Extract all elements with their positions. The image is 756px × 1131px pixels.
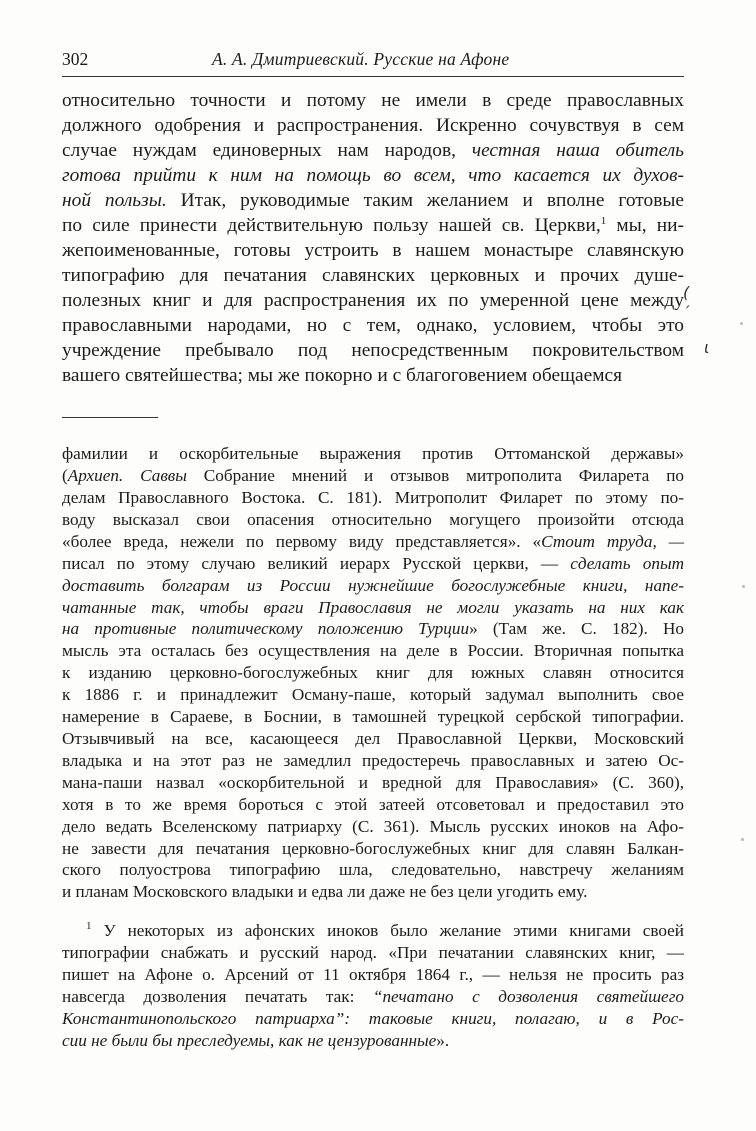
text-line: готова прийти к ним на помощь во всем, что касается их духов-: [62, 165, 684, 186]
text-run: Итак, руководимые таким желанием и вполне готовые: [180, 190, 684, 211]
pencil-mark-icon: (: [683, 283, 690, 302]
text-line: полезных книг и для распространения их по умеренной цене между: [62, 290, 684, 311]
text-run: У некоторых из афонских иноков было желание этими книгами своей: [91, 921, 684, 941]
footnote-line: Отзывчивый на все, касающееся дел Православной Церкви, Московский: [62, 728, 684, 748]
text-run: мы, ни-: [616, 215, 684, 236]
footnote-line: воду высказал свои опасения относительно могущего произойти отсюда: [62, 509, 684, 529]
footnote-line: намерение в Сараеве, в Боснии, в тамошней турецкой сербской типографии.: [62, 707, 684, 727]
footnote-line: [62, 553, 684, 575]
footnote-line: мысль эта осталась без осуществления на деле в России. Вторичная попытка: [62, 641, 684, 661]
text-line: учреждение пребывало под непосредственным покровительством: [62, 340, 684, 361]
footnote-line: дело ведать Вселенскому патриарху (С. 361). Мысль русских иноков на Афо-: [62, 816, 684, 836]
italic-run: сии не были бы преследуемы, как не цензурованные: [62, 1030, 437, 1050]
footnote-line: хотя в то же время бороться с этой затеей отсоветовал и предоставил это: [62, 794, 684, 814]
footnotes: [62, 426, 684, 1069]
footnote-rule: [62, 417, 158, 418]
footnote-line: [62, 920, 684, 942]
footnote-line: и планам Московского владыки и едва ли даже не без цели угодить ему.: [62, 882, 588, 902]
text-line: относительно точности и потому не имели в среде православных: [62, 90, 684, 111]
text-run: писал по этому случаю великий иерарх Русской церкви, —: [62, 553, 559, 573]
footnote-line: [62, 1030, 684, 1052]
pencil-mark-icon: ′: [686, 302, 690, 321]
text-run: навсегда дозволения печатать так:: [62, 987, 373, 1007]
footnote-line: [62, 531, 684, 553]
text-run: » (Там же. С. 182). Но: [469, 619, 684, 639]
scan-speck: [741, 838, 744, 841]
footnote-line: к изданию церковно-богослужебных книг для южных славян относится: [62, 663, 684, 683]
text-line: [62, 138, 684, 163]
header-rule: [62, 76, 684, 77]
text-line: типографию для печатания славянских церковных и прочих душе-: [62, 265, 684, 286]
text-run: (: [62, 466, 68, 486]
italic-run: честная наша обитель: [471, 140, 684, 161]
text-line: [62, 188, 684, 213]
main-paragraph: [62, 88, 684, 388]
footnote-line: [62, 986, 684, 1008]
text-run: Собрание мнений и отзывов митрополита Филарета по: [186, 466, 684, 486]
footnote-1: [62, 920, 684, 1051]
text-line: [62, 213, 684, 238]
footnote-line: Константинопольского патриарха”: таковые книги, полагаю, и в Рос-: [62, 1009, 684, 1029]
footnote-line: типографии снабжать и русский народ. «При печатании славянских книг, —: [62, 943, 684, 963]
text-run: случае нуждам единоверных нам народов,: [62, 140, 456, 161]
text-line: жепоименованные, готовы устроить в нашем монастыре славянскую: [62, 240, 684, 261]
footnote-line: доставить болгарам из России нужнейшие богослужебные книги, напе-: [62, 575, 684, 595]
text-run: по силе принести действительную пользу нашей св. Церкви,: [62, 215, 601, 236]
text-line: православными народами, но с тем, однако, условием, чтобы это: [62, 315, 684, 336]
footnote-line: чатанные так, чтобы враги Православия не могли указать на них как: [62, 597, 684, 617]
main-text: [62, 88, 684, 388]
footnote-line: владыка и на этот раз не замедлил предостеречь православных и затею Ос-: [62, 750, 684, 770]
pencil-mark-icon: ι: [704, 338, 710, 357]
italic-run: Стоит труда, —: [541, 531, 684, 551]
footnote-line: к 1886 г. и принадлежит Осману-паше, который задумал выполнить свое: [62, 685, 684, 705]
footnote-line: [62, 465, 684, 487]
footnote-marker: 1: [86, 920, 92, 933]
page-number: 302: [62, 49, 89, 69]
footnote-line: фамилии и оскорбительные выражения против Оттоманской державы»: [62, 444, 684, 464]
footnote-ref[interactable]: 1: [600, 215, 607, 227]
footnote-line: [62, 618, 684, 640]
text-run: ».: [436, 1030, 450, 1050]
footnote-line: ского полуострова типографию шла, следовательно, навстречу желаниям: [62, 860, 684, 880]
text-run: «более вреда, нежели по первому виду представляется». «: [62, 531, 542, 551]
running-title: А. А. Дмитриевский. Русские на Афоне: [212, 49, 510, 69]
italic-run: на противные политическому положению Турции: [62, 619, 470, 639]
footnote-continued: [62, 443, 684, 903]
italic-run: “печатано с дозволения святейшего: [372, 987, 684, 1007]
text-line: должного одобрения и распространения. Искренно сочувствуя в сем: [62, 115, 684, 136]
italic-run: ной пользы.: [62, 190, 167, 211]
footnote-line: делам Православного Востока. С. 181). Митрополит Филарет по этому по-: [62, 488, 684, 507]
page-header: [62, 44, 682, 74]
scan-speck: [740, 322, 743, 325]
footnote-line: не завести для печатания церковно-богослужебных книг для славян Балкан-: [62, 838, 684, 858]
text-line: вашего святейшества; мы же покорно и с благоговением обещаемся: [62, 365, 622, 386]
footnote-line: пишет на Афоне о. Арсений от 11 октября 1864 г., — нельзя не просить раз: [62, 965, 684, 985]
footnote-line: мана-паши назвал «оскорбительной и вредной для Православия» (С. 360),: [62, 772, 684, 792]
italic-run: Архиеп. Саввы: [67, 466, 187, 486]
italic-run: сделать опыт: [558, 553, 684, 573]
scan-speck: [742, 585, 745, 588]
